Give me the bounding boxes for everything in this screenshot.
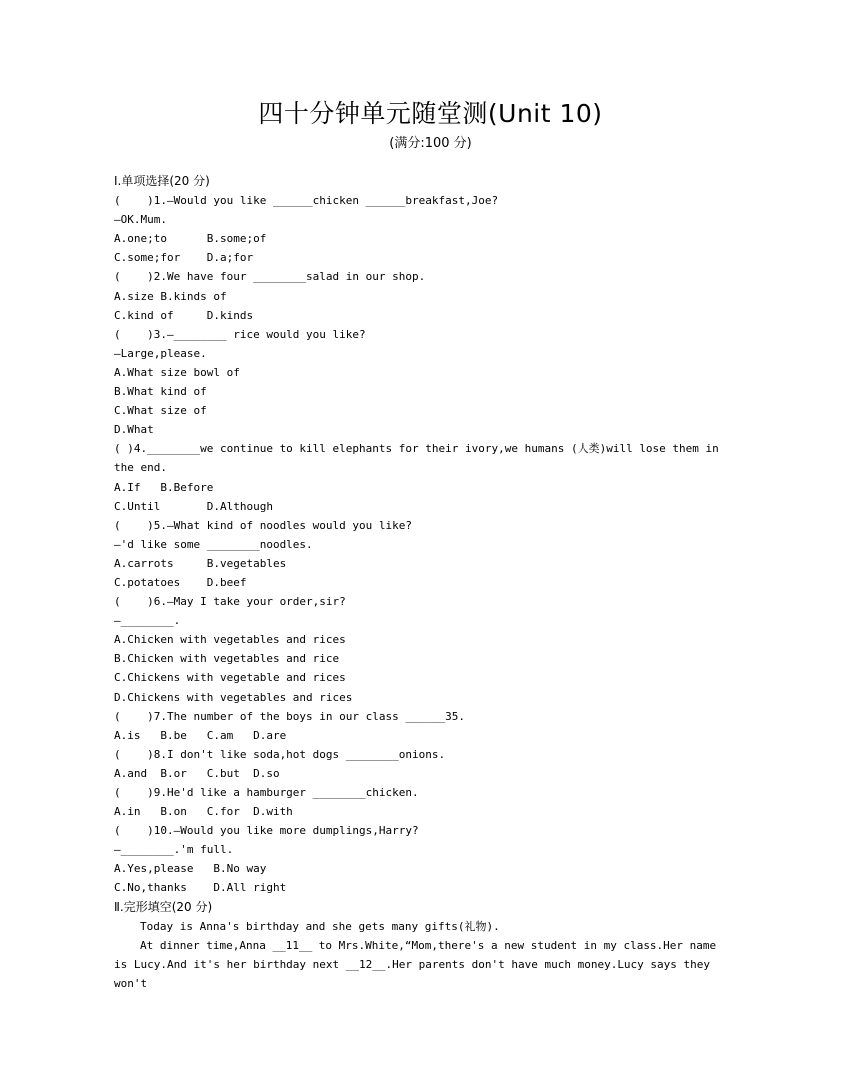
- question-line: ( )8.I don't like soda,hot dogs ________onions.: [114, 747, 446, 761]
- section1-block-b: [114, 478, 736, 898]
- option-line: D.Chickens with vegetables and rices: [114, 690, 353, 704]
- option-line: C.some;for D.a;for: [114, 251, 254, 265]
- question-line: —'d like some ________noodles.: [114, 537, 313, 551]
- question-line: ( )9.He'd like a hamburger ________chicken.: [114, 786, 419, 799]
- question-line: —OK.Mum.: [114, 213, 167, 227]
- question-line: ( )7.The number of the boys in our class ______35.: [114, 709, 465, 723]
- option-line: A.in B.on C.for D.with: [114, 805, 293, 819]
- question-line: —Large,please.: [114, 346, 207, 360]
- section-heading-1: Ⅰ.单项选择(20 分): [114, 174, 210, 188]
- question-line: —________.'m full.: [114, 843, 234, 857]
- option-line: A.What size bowl of: [114, 365, 240, 379]
- question-line: ( )10.—Would you like more dumplings,Harry?: [114, 824, 419, 838]
- option-line: C.What size of: [114, 404, 207, 418]
- option-line: A.is B.be C.am D.are: [114, 728, 287, 742]
- question-line: ( )6.—May I take your order,sir?: [114, 595, 346, 609]
- page-subtitle: (满分:100 分): [389, 136, 472, 151]
- option-line: A.and B.or C.but D.so: [114, 766, 280, 780]
- question-line: ( )5.—What kind of noodles would you like?: [114, 518, 413, 532]
- option-line: D.What: [114, 423, 154, 437]
- option-line: A.Chicken with vegetables and rices: [114, 633, 346, 647]
- question-line: ( )1.—Would you like ______chicken ______breakfast,Joe?: [114, 194, 499, 208]
- page-title: 四十分钟单元随堂测(Unit 10): [258, 99, 603, 128]
- option-line: A.size B.kinds of: [114, 289, 227, 303]
- section1-block-a: [114, 191, 736, 439]
- document-body: [114, 172, 736, 993]
- option-line: B.What kind of: [114, 385, 207, 399]
- option-line: C.Until D.Although: [114, 499, 273, 513]
- option-line: C.kind of D.kinds: [114, 308, 254, 322]
- option-line: C.Chickens with vegetable and rices: [114, 671, 346, 685]
- cloze-paragraph-1: Today is Anna's birthday and she gets many gifts(礼物).: [140, 919, 500, 933]
- question-line: —________.: [114, 614, 181, 628]
- question-line: ( )2.We have four ________salad in our shop.: [114, 270, 426, 284]
- section-heading-2: Ⅱ.完形填空(20 分): [114, 899, 213, 914]
- option-line: A.one;to B.some;of: [114, 232, 267, 246]
- option-line: C.potatoes D.beef: [114, 575, 247, 589]
- option-line: A.If B.Before: [114, 480, 214, 494]
- option-line: A.carrots B.vegetables: [114, 556, 287, 570]
- option-line: A.Yes,please B.No way: [114, 862, 267, 876]
- option-line: B.Chicken with vegetables and rice: [114, 652, 340, 666]
- question-4: ( )4.________we continue to kill elephants for their ivory,we humans (人类)will lose them in the end.: [114, 442, 719, 475]
- question-line: ( )3.—________ rice would you like?: [114, 327, 366, 341]
- cloze-paragraph-2: At dinner time,Anna __11__ to Mrs.White,“Mom,there's a new student in my class.Her name is Lucy.And it's her birthday next __12__.Her parents don't have much money.Lucy says they won't: [114, 938, 717, 990]
- option-line: C.No,thanks D.All right: [114, 881, 287, 895]
